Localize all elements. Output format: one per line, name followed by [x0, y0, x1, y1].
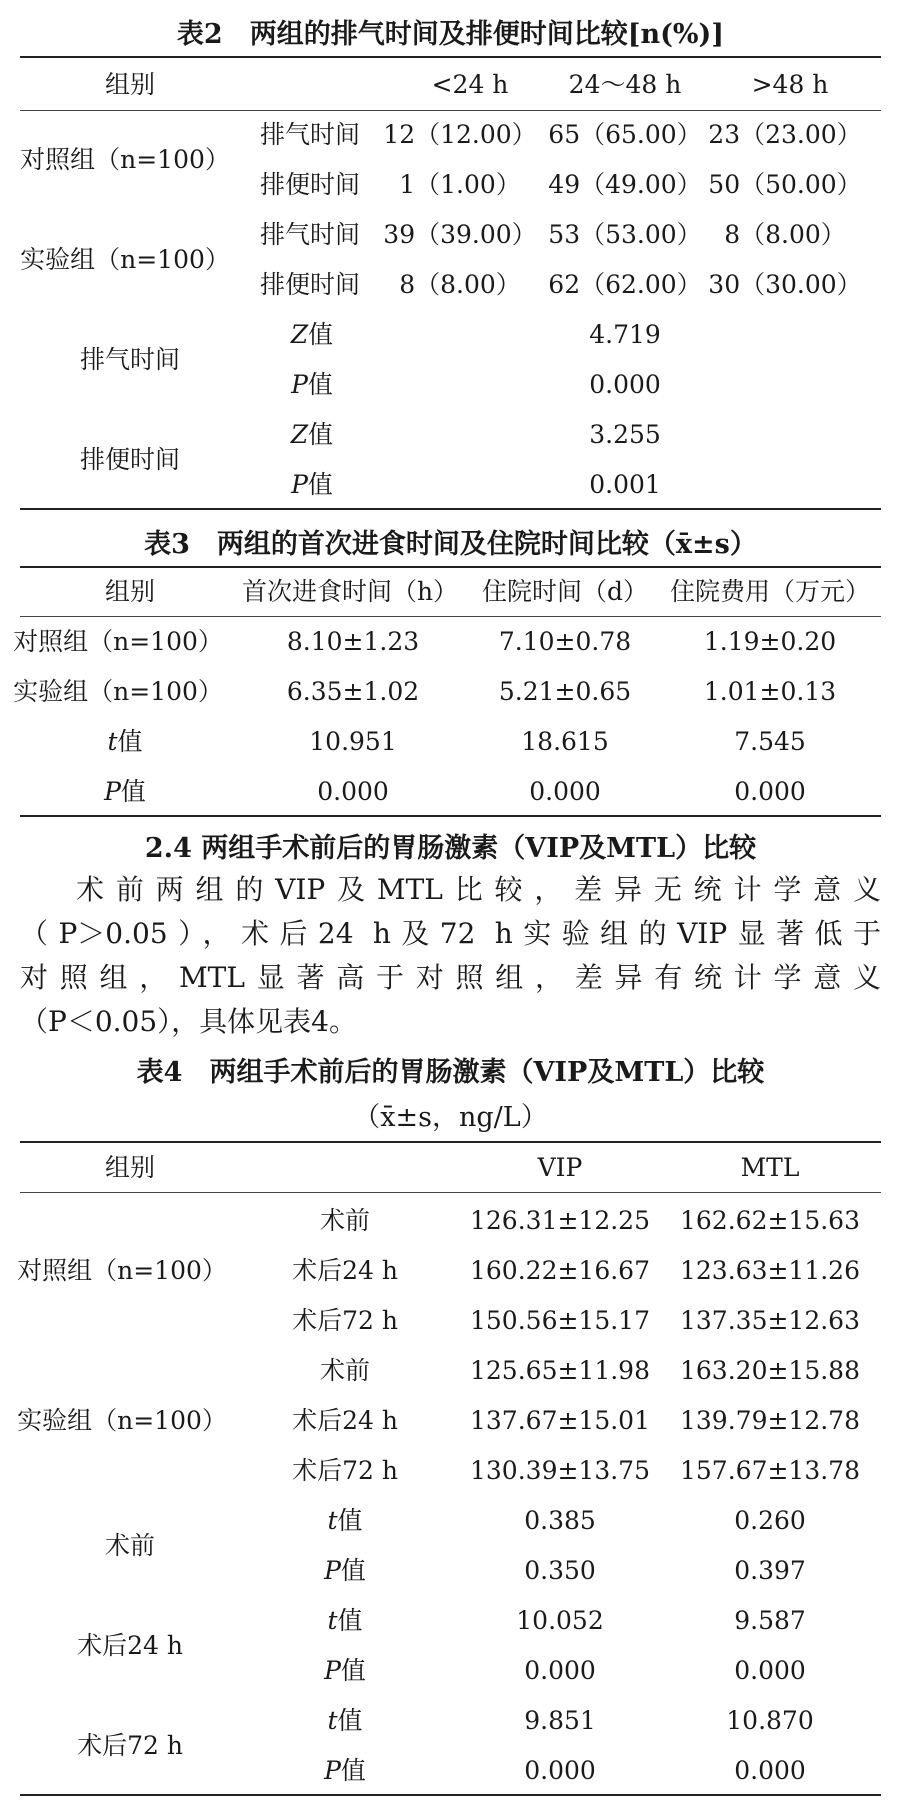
table2-cell: 30（30.00）: [708, 270, 862, 299]
table4-cell: 139.79±12.78: [680, 1406, 860, 1435]
table4-time-label: 术后24 h: [292, 1406, 398, 1435]
table2-z-value: 4.719: [589, 320, 661, 349]
table2-p-label: P值: [291, 370, 333, 399]
table2-header-24-48: 24～48 h: [568, 70, 682, 99]
table4-time-label: 术后24 h: [292, 1256, 398, 1285]
table2-cell: 8（8.00）: [399, 270, 521, 299]
table4-cell: 123.63±11.26: [680, 1256, 860, 1285]
section-heading: 2.4 两组手术前后的胃肠激素（VIP及MTL）比较: [144, 833, 757, 864]
table2-cell: 53（53.00）: [548, 220, 702, 249]
table3-cell: 0.000: [317, 777, 389, 806]
table2-title: 表2 两组的排气时间及排便时间比较[n(%)]: [176, 19, 725, 50]
paragraph-line: 对照组，MTL显著高于对照组，差异有统计学意义: [20, 961, 881, 994]
table2-stat-label: 排气时间: [79, 345, 181, 374]
table4-stat-label: 术后72 h: [77, 1731, 183, 1760]
table4-time-label: 术后72 h: [292, 1306, 398, 1335]
table2-p-value: 0.001: [589, 470, 661, 499]
paragraph-line: （P＞0.05），术后24 h及72 h实验组的VIP显著低于: [20, 917, 881, 950]
table2-cell: 39（39.00）: [383, 220, 537, 249]
table2-group-label: 实验组（n=100）: [20, 245, 230, 274]
table3-cell: 7.545: [734, 727, 806, 756]
table3-cell: 7.10±0.78: [498, 627, 632, 656]
table2-group-label: 对照组（n=100）: [20, 145, 230, 174]
table4-cell: 163.20±15.88: [680, 1356, 860, 1385]
table4-cell: 130.39±13.75: [470, 1456, 650, 1485]
table3-row-label: 对照组（n=100）: [13, 627, 223, 656]
table3-p-label: P值: [104, 777, 146, 806]
table4-top-rule: [20, 1141, 881, 1143]
table2-row-type: 排气时间: [259, 220, 361, 249]
table3-cell: 0.000: [734, 777, 806, 806]
table4-cell: 0.000: [524, 1756, 596, 1785]
table4-stat-label: 术前: [104, 1531, 156, 1560]
table4-header-vip: VIP: [537, 1153, 583, 1182]
table4-bottom-rule: [20, 1794, 881, 1796]
table2-cell: 50（50.00）: [708, 170, 862, 199]
table2-cell: 1（1.00）: [399, 170, 521, 199]
table2-z-value: 3.255: [589, 420, 661, 449]
table3-cell: 5.21±0.65: [498, 677, 632, 706]
table4-cell: 9.851: [524, 1706, 596, 1735]
table3-bottom-rule: [20, 815, 881, 817]
table4-p-label: P值: [324, 1656, 366, 1685]
paragraph-line: 术前两组的VIP及MTL比较，差异无统计学意义: [76, 873, 881, 906]
table3-cell: 0.000: [529, 777, 601, 806]
table2-p-label: P值: [291, 470, 333, 499]
table3-cell: 18.615: [521, 727, 609, 756]
table4-group-label: 对照组（n=100）: [17, 1256, 227, 1285]
table2-stat-label: 排便时间: [79, 445, 181, 474]
table3-cell: 10.951: [309, 727, 397, 756]
table4-cell: 162.62±15.63: [680, 1206, 860, 1235]
table4-cell: 0.350: [524, 1556, 596, 1585]
section-paragraph: [20, 868, 881, 1044]
table4-p-label: P值: [324, 1556, 366, 1585]
table2-bottom-rule: [20, 508, 881, 510]
table4-cell: 0.260: [734, 1506, 806, 1535]
table2-header-lt24: <24 h: [431, 70, 509, 99]
table4-cell: 150.56±15.17: [470, 1306, 650, 1335]
table2-row-type: 排便时间: [259, 170, 361, 199]
table3-header-col: 首次进食时间（h）: [241, 577, 459, 606]
table2-cell: 12（12.00）: [383, 120, 537, 149]
table3-top-rule: [20, 566, 881, 568]
table2-z-label: Z值: [290, 420, 334, 449]
table4-header-mtl: MTL: [740, 1153, 800, 1182]
table3-cell: 6.35±1.02: [286, 677, 420, 706]
table2-p-value: 0.000: [589, 370, 661, 399]
table4-cell: 10.870: [726, 1706, 814, 1735]
table4-cell: 0.397: [734, 1556, 806, 1585]
table2-header-rule: [20, 110, 881, 111]
table3-row-label: 实验组（n=100）: [13, 677, 223, 706]
table2-cell: 8（8.00）: [724, 220, 846, 249]
table4-cell: 0.000: [734, 1756, 806, 1785]
table4-header-rule: [20, 1192, 881, 1193]
table4-cell: 126.31±12.25: [470, 1206, 650, 1235]
table4-cell: 137.35±12.63: [680, 1306, 860, 1335]
table3-cell: 1.19±0.20: [703, 627, 837, 656]
table3-header-col: 住院时间（d）: [481, 577, 649, 606]
table4-title: 表4 两组手术前后的胃肠激素（VIP及MTL）比较: [136, 1057, 765, 1088]
table2-cell: 62（62.00）: [548, 270, 702, 299]
table2-z-label: Z值: [290, 320, 334, 349]
table2-top-rule: [20, 56, 881, 58]
table3-cell: 8.10±1.23: [286, 627, 420, 656]
table4-cell: 0.385: [524, 1506, 596, 1535]
table4-cell: 157.67±13.78: [680, 1456, 860, 1485]
table3-cell: 1.01±0.13: [703, 677, 837, 706]
table4-cell: 137.67±15.01: [470, 1406, 650, 1435]
table2-row-type: 排便时间: [259, 270, 361, 299]
table4-cell: 125.65±11.98: [470, 1356, 650, 1385]
paragraph-line: （P＜0.05），具体见表4。: [20, 1005, 357, 1038]
table4-cell: 0.000: [734, 1656, 806, 1685]
table2-cell: 49（49.00）: [548, 170, 702, 199]
table3-header-col: 住院费用（万元）: [669, 577, 871, 606]
table4-cell: 10.052: [516, 1606, 604, 1635]
table2-header-gt48: >48 h: [751, 70, 829, 99]
table4-subtitle: （x̄±s，ng/L）: [353, 1102, 548, 1133]
table3-title: 表3 两组的首次进食时间及住院时间比较（x̄±s）: [144, 529, 757, 560]
table4-group-label: 实验组（n=100）: [17, 1406, 227, 1435]
table3-t-label: t值: [107, 727, 143, 756]
table4-header-group: 组别: [104, 1153, 156, 1182]
table4-stat-label: 术后24 h: [77, 1631, 183, 1660]
table4-t-label: t值: [327, 1706, 363, 1735]
table4-p-label: P值: [324, 1756, 366, 1785]
table2-row-type: 排气时间: [259, 120, 361, 149]
table4-time-label: 术前: [319, 1206, 371, 1235]
table2-cell: 65（65.00）: [548, 120, 702, 149]
table4-cell: 0.000: [524, 1656, 596, 1685]
table4-cell: 9.587: [734, 1606, 806, 1635]
table3-header-group: 组别: [104, 577, 156, 606]
table3-header-rule: [20, 616, 881, 617]
table4-t-label: t值: [327, 1606, 363, 1635]
table4-cell: 160.22±16.67: [470, 1256, 650, 1285]
table4-time-label: 术前: [319, 1356, 371, 1385]
table4-t-label: t值: [327, 1506, 363, 1535]
table4-time-label: 术后72 h: [292, 1456, 398, 1485]
table2-header-group: 组别: [104, 70, 156, 99]
table2-cell: 23（23.00）: [708, 120, 862, 149]
